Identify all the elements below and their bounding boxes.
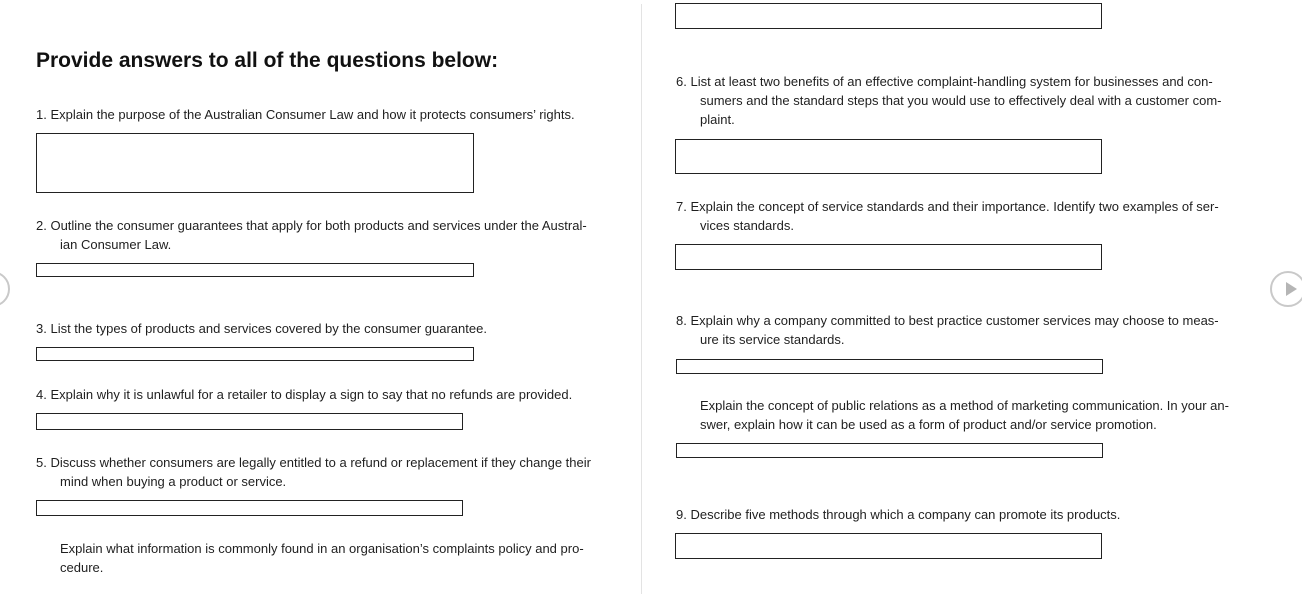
answer-box-1[interactable] bbox=[36, 133, 474, 193]
document-page-left bbox=[0, 0, 640, 609]
answer-box-3[interactable] bbox=[36, 347, 474, 361]
question-6: 6. List at least two benefits of an effective complaint-handling system for businesses and con- sumers and the standard steps that you would use to effectively deal with a customer com- plaint. bbox=[676, 74, 1222, 127]
question-5b: Explain what information is commonly found in an organisation’s complaints policy and pro- cedure. bbox=[60, 541, 584, 575]
question-4: 4. Explain why it is unlawful for a retailer to display a sign to say that no refunds are provided. bbox=[36, 387, 573, 402]
question-7: 7. Explain the concept of service standards and their importance. Identify two examples of ser- vices standards. bbox=[676, 199, 1219, 233]
question-3: 3. List the types of products and services covered by the consumer guarantee. bbox=[36, 321, 487, 336]
document-page-right bbox=[642, 0, 1302, 609]
answer-box-8b[interactable] bbox=[676, 443, 1103, 458]
question-5: 5. Discuss whether consumers are legally entitled to a refund or replacement if they change their mind when buying a product or service. bbox=[36, 455, 591, 489]
question-8b: Explain the concept of public relations as a method of marketing communication. In your an- swer, explain how it can be used as a form of product and/or service promotion. bbox=[700, 398, 1229, 432]
play-icon bbox=[1286, 282, 1297, 296]
answer-box-4[interactable] bbox=[36, 413, 463, 430]
page-heading: Provide answers to all of the questions below: bbox=[36, 49, 499, 72]
next-page-button[interactable] bbox=[1270, 271, 1302, 307]
answer-box-5b[interactable] bbox=[675, 3, 1102, 29]
question-1: 1. Explain the purpose of the Australian Consumer Law and how it protects consumers’ rights. bbox=[36, 107, 575, 122]
answer-box-6[interactable] bbox=[675, 139, 1102, 174]
previous-page-button[interactable] bbox=[0, 271, 10, 307]
question-8: 8. Explain why a company committed to best practice customer services may choose to meas- ure its service standards. bbox=[676, 313, 1219, 347]
answer-box-7[interactable] bbox=[675, 244, 1102, 270]
question-2: 2. Outline the consumer guarantees that apply for both products and services under the Austral- ian Consumer Law. bbox=[36, 218, 587, 252]
answer-box-9[interactable] bbox=[675, 533, 1102, 559]
answer-box-2[interactable] bbox=[36, 263, 474, 277]
answer-box-5[interactable] bbox=[36, 500, 463, 516]
question-9: 9. Describe five methods through which a company can promote its products. bbox=[676, 507, 1121, 522]
answer-box-8[interactable] bbox=[676, 359, 1103, 374]
